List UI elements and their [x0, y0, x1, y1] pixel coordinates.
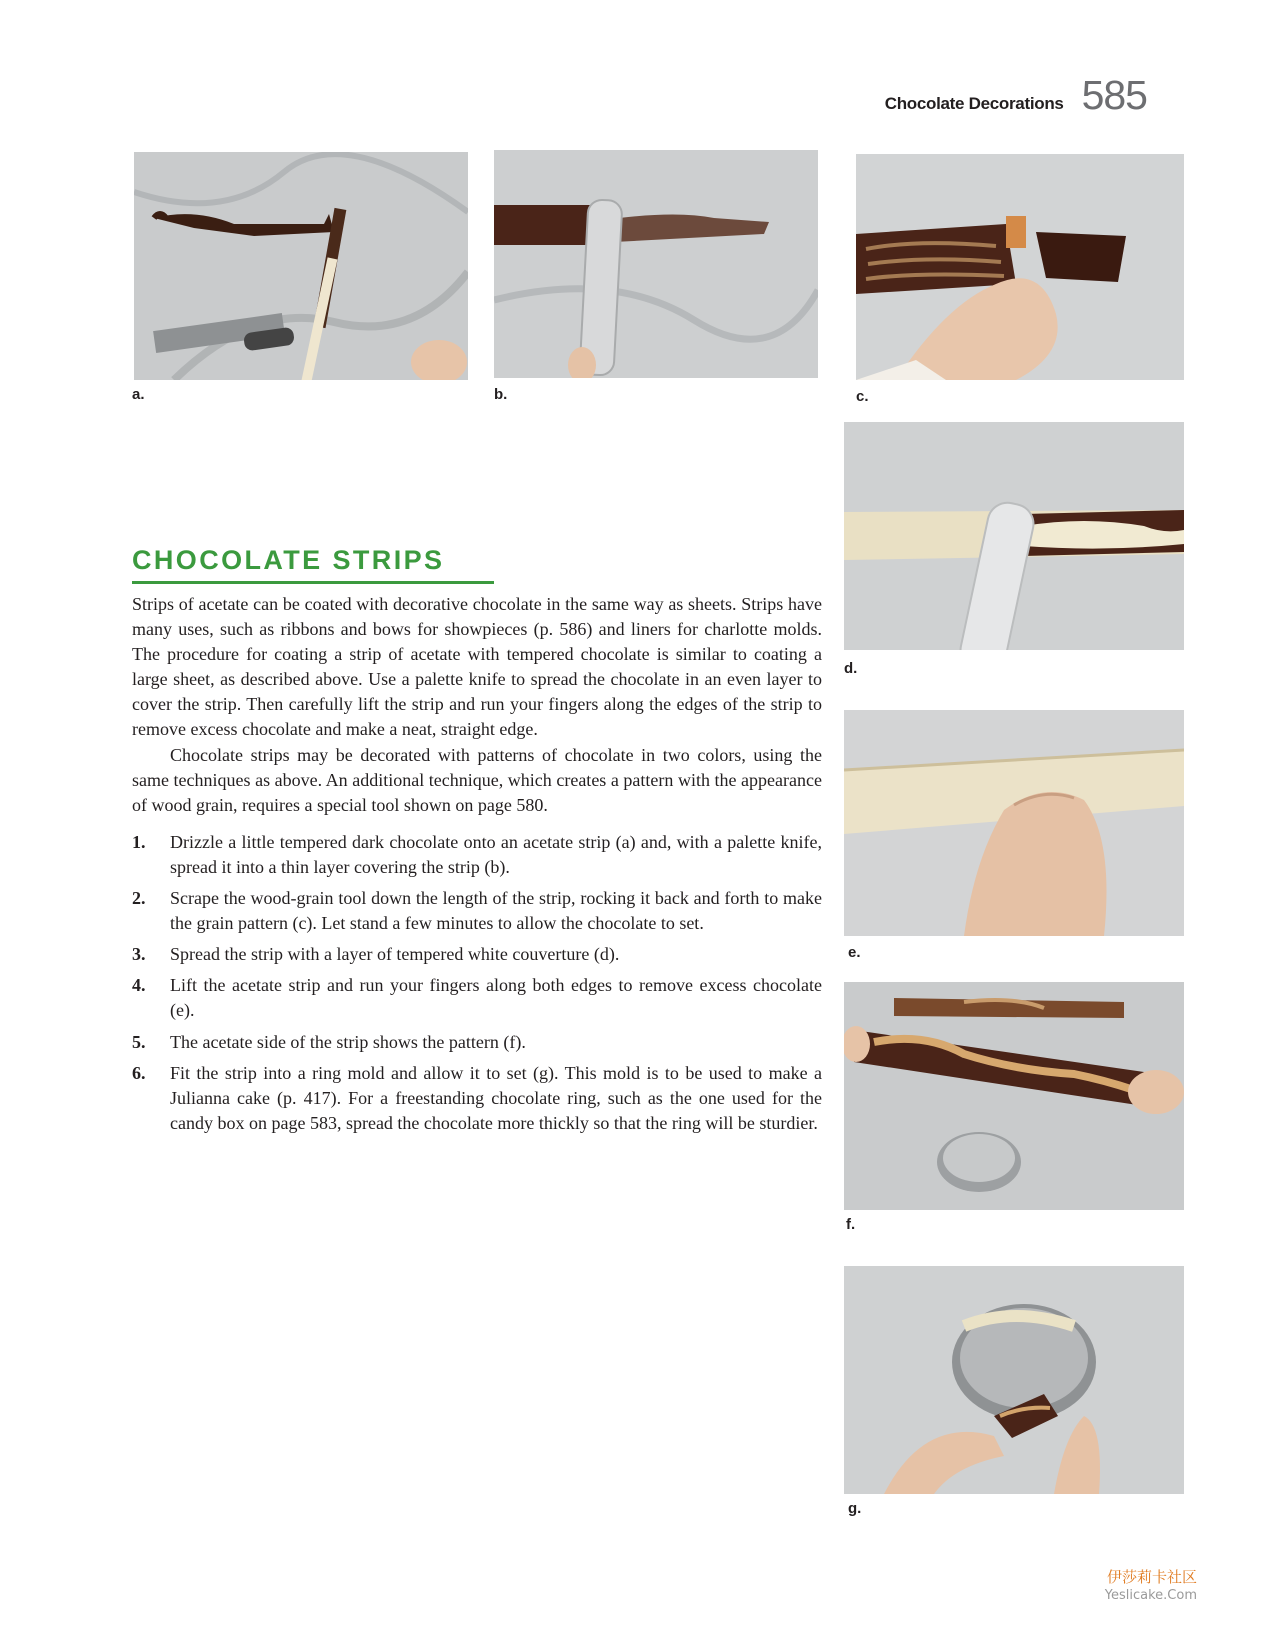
caption-g: g.	[848, 1500, 862, 1517]
step-number: 2.	[132, 888, 146, 909]
caption-b: b.	[494, 386, 508, 403]
photo-b	[494, 150, 818, 378]
body-text	[132, 592, 822, 1142]
step-number: 3.	[132, 944, 146, 965]
caption-c: c.	[856, 388, 869, 405]
running-header	[885, 72, 1147, 119]
section-name: Chocolate Decorations	[884, 94, 1064, 113]
photo-f	[844, 982, 1184, 1210]
list-item	[132, 1030, 822, 1055]
photo-e	[844, 710, 1184, 936]
photo-d	[844, 422, 1184, 650]
caption-e: e.	[848, 944, 861, 961]
step-number: 6.	[132, 1062, 146, 1083]
paragraph: Chocolate strips may be decorated with patterns of chocolate in two colors, using the same techniques as above. An additional technique, which creates a pattern with the appearance of wood grain, requires a special tool shown on page 580.	[132, 744, 822, 815]
page-number: 585	[1081, 72, 1147, 118]
caption-f: f.	[846, 1216, 856, 1233]
watermark-cn: 伊莎莉卡社区	[1106, 1568, 1197, 1586]
step-number: 4.	[132, 975, 146, 996]
list-item	[132, 1061, 822, 1136]
watermark-en: Yeslicake.Com	[1104, 1588, 1197, 1603]
step-number: 1.	[132, 831, 146, 852]
caption-a: a.	[132, 386, 145, 403]
section-title-rule	[132, 581, 494, 584]
step-text: Drizzle a little tempered dark chocolate onto an acetate strip (a) and, with a palette knife, spread it into a thin layer covering the strip (b).	[170, 831, 822, 877]
list-item	[132, 942, 822, 967]
step-text: Lift the acetate strip and run your fingers along both edges to remove excess chocolate (e).	[170, 975, 822, 1021]
procedure-steps	[132, 830, 822, 1136]
list-item	[132, 973, 822, 1023]
section-title: CHOCOLATE STRIPS	[132, 545, 445, 575]
photo-g	[844, 1266, 1184, 1494]
list-item	[132, 830, 822, 880]
step-text: The acetate side of the strip shows the pattern (f).	[170, 1031, 526, 1052]
caption-d: d.	[844, 660, 858, 677]
step-text: Spread the strip with a layer of tempered white couverture (d).	[170, 944, 620, 965]
photo-a	[134, 152, 468, 380]
step-number: 5.	[132, 1031, 146, 1052]
list-item	[132, 886, 822, 936]
step-text: Fit the strip into a ring mold and allow it to set (g). This mold is to be used to make a Julianna cake (p. 417). For a freestanding chocolate ring, such as the one used for the candy box on page 583, spread the chocolate more thickly so that the ring will be sturdier.	[170, 1062, 822, 1133]
photo-c	[856, 154, 1184, 380]
paragraph: Strips of acetate can be coated with decorative chocolate in the same way as sheets. Strips have many uses, such as ribbons and bows for showpieces (p. 586) and liners for charlotte molds. The procedure for coating a strip of acetate with tempered chocolate is similar to coating a large sheet, as described above. Use a palette knife to spread the chocolate in an even layer to cover the strip. Then carefully lift the strip and run your fingers along the edges of the strip to remove excess chocolate and make a neat, straight edge.	[132, 594, 822, 740]
step-text: Scrape the wood-grain tool down the length of the strip, rocking it back and forth to make the grain pattern (c). Let stand a few minutes to allow the chocolate to set.	[170, 888, 822, 934]
